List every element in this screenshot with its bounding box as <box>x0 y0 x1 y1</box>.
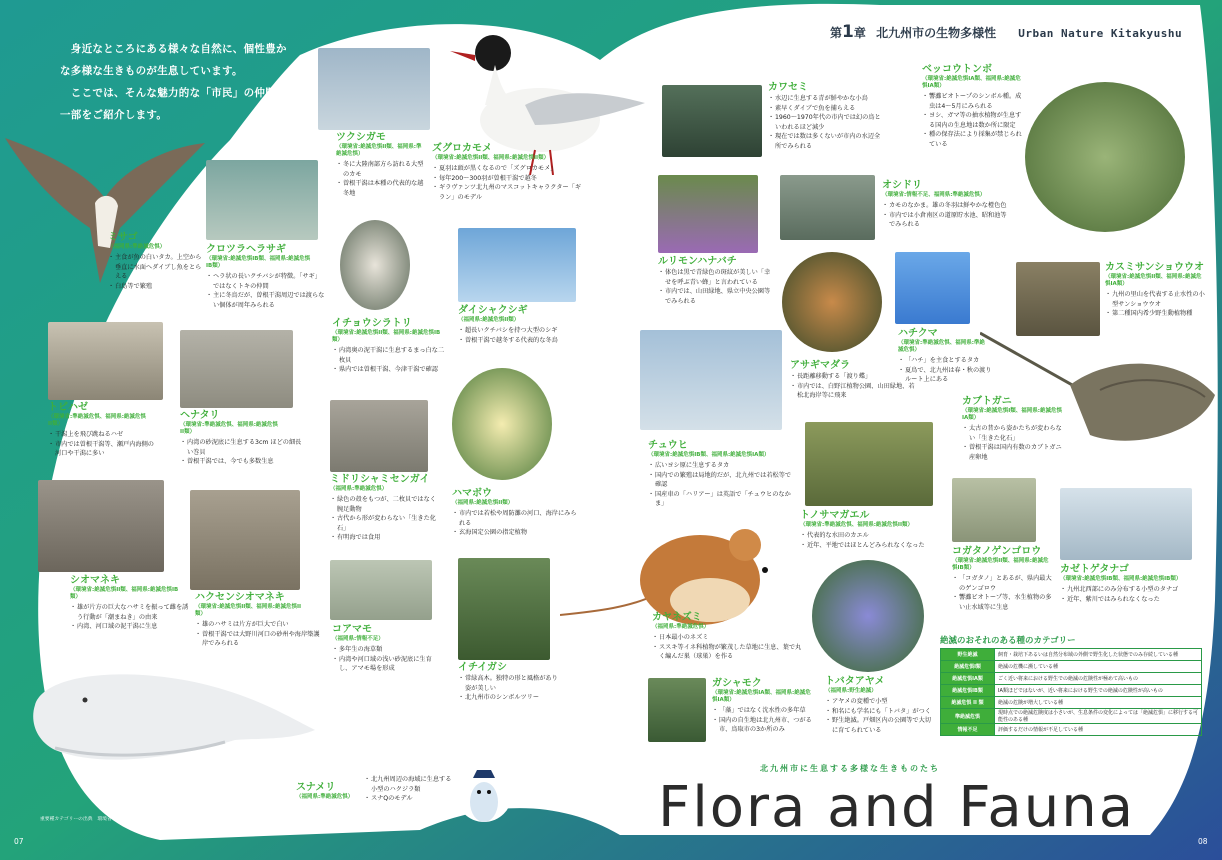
photo-tobataayame <box>812 560 924 672</box>
species-status: （福岡県:準絶滅危惧） <box>652 624 710 630</box>
photo-ichiigashi <box>458 558 550 660</box>
species-name: イチョウシラトリ <box>332 318 412 329</box>
photo-koamamo <box>330 560 432 620</box>
category-key: 情報不足 <box>941 724 995 736</box>
species-note: ・ 曽根干潟では、今でも多数生息 <box>180 457 305 467</box>
chapter-title: 北九州市の生物多様性 <box>876 26 997 40</box>
chapter-label-prefix: 第 <box>830 26 843 40</box>
species-tobataayame <box>825 676 935 735</box>
species-tsukushigamo <box>336 132 426 198</box>
species-note: ・ アヤメの変種で小型 <box>825 697 935 707</box>
species-note: ・ 超長いクチバシを持つ大型のシギ <box>458 326 588 336</box>
table-row <box>941 649 1202 661</box>
species-status: （環境省:情報不足、福岡県:準絶滅危惧） <box>882 192 986 198</box>
photo-tsukushigamo <box>318 48 430 130</box>
species-status: （福岡県:絶滅危惧II類） <box>452 500 514 506</box>
species-name: ヘナタリ <box>180 410 220 421</box>
species-note: ・ 国内の自生地は北九州市、つがる市、鳥取市の3か所のみ <box>712 716 820 735</box>
photo-asagimadara <box>782 252 882 352</box>
species-name: ベッコウトンボ <box>922 64 992 75</box>
species-status: （福岡県:準絶滅危惧） <box>296 794 354 800</box>
species-note: ・ 冬に大陸南部方ら訪れる大型のカモ <box>336 160 426 179</box>
species-status: （環境省:絶滅危惧II類、福岡県:絶滅危惧II類） <box>432 155 550 161</box>
footer-subtitle: 北九州市に生息する多様な生きものたち <box>760 764 940 773</box>
category-desc: 評価するだけの情報が不足している種 <box>995 724 1202 736</box>
species-note: ・ 市内では、白野江植物公園、山田緑地、若松北海岸等に飛来 <box>790 382 920 401</box>
species-hamabou <box>452 488 577 538</box>
category-key: 絶滅危惧IB類 <box>941 685 995 697</box>
table-row <box>941 661 1202 673</box>
species-name: ダイシャクシギ <box>458 305 528 316</box>
species-name: スナメリ <box>296 782 336 793</box>
species-status: （環境省:絶滅危惧II類、福岡県:絶滅危惧IB類） <box>952 558 1049 571</box>
species-status: （環境省:絶滅危惧II類、福岡県:絶滅危惧IA類） <box>1105 274 1202 287</box>
species-name: カスミサンショウウオ <box>1105 262 1205 273</box>
species-name: カゼトゲタナゴ <box>1060 564 1129 575</box>
species-note: ・ 広いヨシ原に生息するタカ <box>648 461 793 471</box>
photo-henatari <box>180 330 293 408</box>
species-name: クロツラヘラサギ <box>206 244 286 255</box>
species-note: ・ ヘラ状の長いクチバシが特徴。「サギ」ではなくトキの仲間 <box>206 272 326 291</box>
species-henatari <box>180 410 305 467</box>
species-midorishamisengai <box>330 474 440 543</box>
species-name: ハチクマ <box>898 328 938 339</box>
species-note: ・ 曽根干潟で越冬する代表的な冬鳥 <box>458 336 588 346</box>
species-status: （環境省:準絶滅危惧、福岡県:絶滅危惧II類） <box>180 422 278 435</box>
species-name: トバタアヤメ <box>825 676 885 687</box>
species-note: ・ ススキ等イネ科植物が繁茂した草地に生息、葉で丸く編んだ巣（球巣）を作る <box>652 643 802 662</box>
species-note: ・ 多年生の海草類 <box>332 645 442 655</box>
species-status: （環境省:絶滅危惧IA類、福岡県:絶滅危惧IA類） <box>712 690 811 703</box>
species-note: ・ 曽根干潟は国内有数のカブトガニ産卵地 <box>962 443 1062 462</box>
photo-ichoushiratori <box>340 220 410 310</box>
species-note: ・ 市内では若松や周防灘の河口、海岸にみられる <box>452 509 577 528</box>
species-note: ・ 響灘ビオトープ等、水生植物の多い止水域等に生息 <box>952 593 1052 612</box>
species-note: ・ 近年、紫川ではみられなくなった <box>1060 595 1195 605</box>
species-tobihaze <box>48 402 158 459</box>
species-oshidori <box>882 180 1012 230</box>
species-note: ・ 主に冬鳥だが、曽根干潟周辺では渡らない個体が周年みられる <box>206 291 326 310</box>
photo-tobihaze <box>48 322 163 400</box>
photo-rurimonhanabachi <box>658 175 758 253</box>
species-status: （環境省:準絶滅危惧、福岡県:準絶滅危惧） <box>898 340 985 353</box>
species-zugurokamome <box>432 143 582 202</box>
intro-text <box>60 38 300 126</box>
species-kawasemi <box>768 82 883 151</box>
species-status: （福岡県:野生絶滅） <box>825 688 877 694</box>
species-shiomaneki <box>70 575 190 632</box>
photo-bekkoutonbo <box>1025 82 1185 232</box>
species-status: （環境省:絶滅危惧IB類、福岡県:絶滅危惧IB類） <box>1060 576 1182 582</box>
category-desc: 絶滅の危険が増大している種 <box>995 697 1202 709</box>
species-status: （福岡県:絶滅危惧II類） <box>458 317 520 323</box>
species-note: ・ 響灘ビオトープのシンボル種。成虫は4～5月にみられる <box>922 92 1022 111</box>
species-name: トノサマガエル <box>800 510 870 521</box>
category-title: 絶滅のおそれのある種のカテゴリー <box>940 636 1076 646</box>
category-desc: ごく近い将来における野生での絶滅の危険性が極めて高いもの <box>995 673 1202 685</box>
species-note: ・ 内湾奥の泥干潟に生息するまっ白な二枚貝 <box>332 346 447 365</box>
species-note: ・ 種の保存法により採集が禁じられている <box>922 130 1022 149</box>
species-note: ・ 体色は黒で青緑色の斑紋が美しい「幸せを呼ぶ青い蜂」と言われている <box>658 268 773 287</box>
species-name: コガタノゲンゴロウ <box>952 546 1042 557</box>
species-name: ガシャモク <box>712 678 762 689</box>
species-note: ・ 市内では曽根干潟等、瀬戸内海側の河口や干潟に多い <box>48 440 158 459</box>
chapter-title-en: Urban Nature Kitakyushu <box>1018 27 1183 40</box>
species-hachikuma <box>898 328 993 385</box>
species-note: ・ カモのなかま。雄の冬羽は鮮やかな橙色色 <box>882 201 1012 211</box>
chapter-label-suffix: 章 <box>853 26 866 40</box>
species-note: ・ 毎年200～300羽が曽根干潟で越冬 <box>432 174 582 184</box>
chapter-header <box>830 22 1182 42</box>
species-gashamoku <box>712 678 820 735</box>
species-status: （環境省:絶滅危惧II類、福岡県:絶滅危惧IB類） <box>70 587 179 600</box>
table-row <box>941 673 1202 685</box>
species-status: （環境省:絶滅危惧II類、福岡県:絶滅危惧II類） <box>195 604 302 617</box>
species-sunameri <box>296 782 366 803</box>
species-kogatanogengorou <box>952 546 1052 612</box>
species-note: ・ 有明海では食用 <box>330 533 440 543</box>
sunameri-illustration <box>25 660 315 775</box>
photo-hachikuma <box>895 252 970 324</box>
species-kabutogani <box>962 396 1062 462</box>
footer-title: Flora and Fauna <box>658 775 1136 840</box>
species-name: ミドリシャミセンガイ <box>330 474 430 485</box>
species-daishakushigi <box>458 305 588 345</box>
species-note: ・ 1960～1970年代の市内では幻の鳥といわれるほど減少 <box>768 113 883 132</box>
species-status: （環境省:絶滅危惧IA類、福岡県:絶滅危惧IA類） <box>922 76 1021 89</box>
page-number-right: 08 <box>1198 837 1208 846</box>
species-name: アサギマダラ <box>790 360 850 371</box>
species-note: ・ 代表的な水田のカエル <box>800 531 935 541</box>
species-note: ・ 北九州市のシンボルツリー <box>458 693 558 703</box>
species-note: ・ 雄のハサミは片方が巨大で白い <box>195 620 320 630</box>
species-note: ・ ギラヴァンツ北九州のマスコットキャラクター「ギラン」のモデル <box>432 183 582 202</box>
category-desc: 飼育・栽培下あるいは自然分布域の外側で野生化した状態でのみ存続している種 <box>995 649 1202 661</box>
species-note: ・ 「藻」ではなく沈水性の多年草 <box>712 706 820 716</box>
species-note: ・ 常緑高木。独特の形と風格があり姿が美しい <box>458 674 558 693</box>
table-row <box>941 724 1202 736</box>
species-name: ハマボウ <box>452 488 492 499</box>
species-rurimonhanabachi <box>658 256 773 306</box>
photo-hamabou <box>452 368 552 480</box>
species-sunameri-notes <box>364 775 456 804</box>
species-name: ツクシガモ <box>336 132 386 143</box>
species-note: ・ 緑色の殻をもつが、二枚貝ではなく腕足動物 <box>330 495 440 514</box>
species-name: オシドリ <box>882 180 922 191</box>
species-tonosamagaeru <box>800 510 935 550</box>
species-note: ・ 日本最小のネズミ <box>652 633 802 643</box>
category-key: 野生絶滅 <box>941 649 995 661</box>
species-note: ・ 県内では曽根干潟、今津干潟で確認 <box>332 365 447 375</box>
species-status: （福岡県:情報不足） <box>332 636 384 642</box>
species-note: ・ 現在では数は多くないが市内の水辺全所でみられる <box>768 132 883 151</box>
species-note: ・ 水辺に生息する青が鮮やかな小鳥 <box>768 94 883 104</box>
species-status: （環境省:準絶滅危惧、福岡県:絶滅危惧II類） <box>800 522 913 528</box>
species-chuhi <box>648 440 793 509</box>
species-name: ミサゴ <box>108 232 138 243</box>
species-name: イチイガシ <box>458 662 507 673</box>
species-note: ・ 長距離移動する「渡り蝶」 <box>790 372 920 382</box>
species-note: ・ 曽根干潟は本種の代表的な越冬地 <box>336 179 426 198</box>
species-name: カワセミ <box>768 82 808 93</box>
species-bekkoutonbo <box>922 64 1022 149</box>
intro-line-4: 一部をご紹介します。 <box>60 109 168 121</box>
species-note: ・ 主食が魚の白いタカ。上空から垂直に水面へダイブし魚をとらえる <box>108 253 206 282</box>
category-key: 絶滅危惧 II 類 <box>941 697 995 709</box>
species-name: ハクセンシオマネキ <box>195 592 285 603</box>
table-row <box>941 697 1202 709</box>
species-note: ・ 北九州周辺の海域に生息する小型のハクジラ類 <box>364 775 456 794</box>
species-note: ・ 古代から形が変わらない「生きた化石」 <box>330 514 440 533</box>
photo-kawasemi <box>662 85 762 157</box>
species-name: カブトガニ <box>962 396 1012 407</box>
species-note: ・ 九州の里山を代表する止水性の小型サンショウウオ <box>1105 290 1205 309</box>
species-status: （環境省:準絶滅危惧、福岡県:絶滅危惧II類） <box>48 414 146 427</box>
species-ichoushiratori <box>332 318 447 375</box>
species-name: コアマモ <box>332 624 372 635</box>
species-note: ・ 内湾、河口域の泥干潟に生息 <box>70 622 190 632</box>
species-status: （福岡県:準絶滅危惧） <box>108 244 166 250</box>
species-status: （環境省:絶滅危惧IB類、福岡県:絶滅危惧IB類） <box>206 256 311 269</box>
source-note: 重要種カテゴリーの出典 環境省レッドリスト2020 福岡県の希少野生生物（福岡県レッドデータブック） <box>40 817 273 822</box>
category-desc: 現時点での絶滅危険度は小さいが、生息条件の変化によっては「絶滅危惧」に移行する可能性のある種 <box>995 709 1202 724</box>
photo-shiomaneki <box>38 480 164 572</box>
species-ichiigashi <box>458 662 558 703</box>
species-hakusenshiomaneki <box>195 592 320 649</box>
species-status: （福岡県:準絶滅危惧） <box>330 486 388 492</box>
sunaq-mascot <box>455 758 513 836</box>
species-koamamo <box>332 624 442 674</box>
species-name: ズグロカモメ <box>432 143 492 154</box>
species-status: （環境省:絶滅危惧II類、福岡県:絶滅危惧IB類） <box>332 330 441 343</box>
species-note: ・ 野生絶滅。戸畑区内の公園等で大切に育てられている <box>825 716 935 735</box>
table-row <box>941 685 1202 697</box>
page-number-left: 07 <box>14 837 24 846</box>
species-note: ・ 国内での繁殖は局地的だが、北九州では若松等で確認 <box>648 471 793 490</box>
species-note: ・ 「コガタノ」とあるが、県内最大のゲンゴロウ <box>952 574 1052 593</box>
category-desc: IA類ほどではないが、近い将来における野生での絶滅の危険性が高いもの <box>995 685 1202 697</box>
species-note: ・ 白島等で繁殖 <box>108 282 206 292</box>
species-note: ・ 「ハチ」を主食とするタカ <box>898 356 993 366</box>
species-note: ・ 夏鳥で、北九州は春・秋の渡りルート上にある <box>898 366 993 385</box>
species-note: ・ 太古の昔から姿かたちが変わらない「生きた化石」 <box>962 424 1062 443</box>
species-note: ・ 曽根干潟では大野川河口の砂州や海岸築護岸でみられる <box>195 630 320 649</box>
species-note: ・ 夏羽は頭が黒くなるので「ズグロカモメ」 <box>432 164 582 174</box>
category-key: 準絶滅危惧 <box>941 709 995 724</box>
chapter-number: 1 <box>842 22 854 42</box>
species-note: ・ スナQのモデル <box>364 794 456 804</box>
species-note: ・ 雄が片方の巨大なハサミを振って雌を誘う行動が「潮まねき」の由来 <box>70 603 190 622</box>
photo-oshidori <box>780 175 875 240</box>
species-note: ・ 内湾や河口域の浅い砂泥底に生育し、アマモ場を形成 <box>332 655 442 674</box>
photo-kazetogetanago <box>1060 488 1192 560</box>
category-key: 絶滅危惧IA類 <box>941 673 995 685</box>
species-note: ・ 第二種国内希少野生動植物種 <box>1105 309 1205 319</box>
photo-gashamoku <box>648 678 706 742</box>
species-name: ルリモンハナバチ <box>658 256 737 267</box>
species-name: チュウヒ <box>648 440 688 451</box>
species-status: （環境省:絶滅危惧I類、福岡県:絶滅危惧IA類） <box>962 408 1062 421</box>
species-status: （環境省:絶滅危惧IB類、福岡県:絶滅危惧IA類） <box>648 452 770 458</box>
intro-line-3: ここでは、そんな魅力的な「市民」の仲間の <box>60 87 287 99</box>
category-key: 絶滅危惧I類 <box>941 661 995 673</box>
category-table <box>940 648 1202 736</box>
photo-hakusenshiomaneki <box>190 490 300 590</box>
species-misago <box>108 232 206 291</box>
species-kasumisanshouuo <box>1105 262 1205 319</box>
species-note: ・ 玄海国定公園の指定植物 <box>452 528 577 538</box>
photo-chuhi <box>640 330 782 430</box>
species-note: ・ 国産車の「ハリアー」は英語で「チュウヒのなかま」 <box>648 490 793 509</box>
photo-kurotsuraherasagi <box>206 160 318 240</box>
species-note: ・ 干潟上を飛び跳ねるハゼ <box>48 430 158 440</box>
table-row <box>941 709 1202 724</box>
species-name: シオマネキ <box>70 575 120 586</box>
photo-midorishamisengai <box>330 400 428 472</box>
species-note: ・ 素早くダイブで魚を捕らえる <box>768 104 883 114</box>
species-kayanezumi <box>652 612 802 662</box>
photo-tonosamagaeru <box>805 422 933 506</box>
species-kazetogetanago <box>1060 564 1195 604</box>
photo-kogatanogengorou <box>952 478 1036 542</box>
species-note: ・ ヨシ、ガマ等の抽水植物が生息する国内の生息地は数か所に限定 <box>922 111 1022 130</box>
species-note: ・ 内湾の砂泥底に生息する3cm ほどの細長い巻貝 <box>180 438 305 457</box>
species-status: （環境省:絶滅危惧II類、福岡県:準絶滅危惧） <box>336 144 422 157</box>
species-name: トビハゼ <box>48 402 88 413</box>
species-note: ・ 市内では、山田緑地、県立中央公園等でみられる <box>658 287 773 306</box>
species-note: ・ 市内では小倉南区の道原貯水池、昭和池等でみられる <box>882 211 1012 230</box>
species-kurotsuraherasagi <box>206 244 326 310</box>
intro-line-1: 身近なところにある様々な自然に、個性豊か <box>60 43 287 55</box>
category-desc: 絶滅の危機に瀕している種 <box>995 661 1202 673</box>
intro-line-2: な多様な生きものが生息しています。 <box>60 65 243 77</box>
species-name: カヤネズミ <box>652 612 702 623</box>
photo-daishakushigi <box>458 228 576 302</box>
species-note: ・ 九州北西部にのみ分布する小型のタナゴ <box>1060 585 1195 595</box>
species-note: ・ 近年、平地ではほとんどみられなくなった <box>800 541 935 551</box>
species-note: ・ 和名にも学名にも「トバタ」がつく <box>825 707 935 717</box>
